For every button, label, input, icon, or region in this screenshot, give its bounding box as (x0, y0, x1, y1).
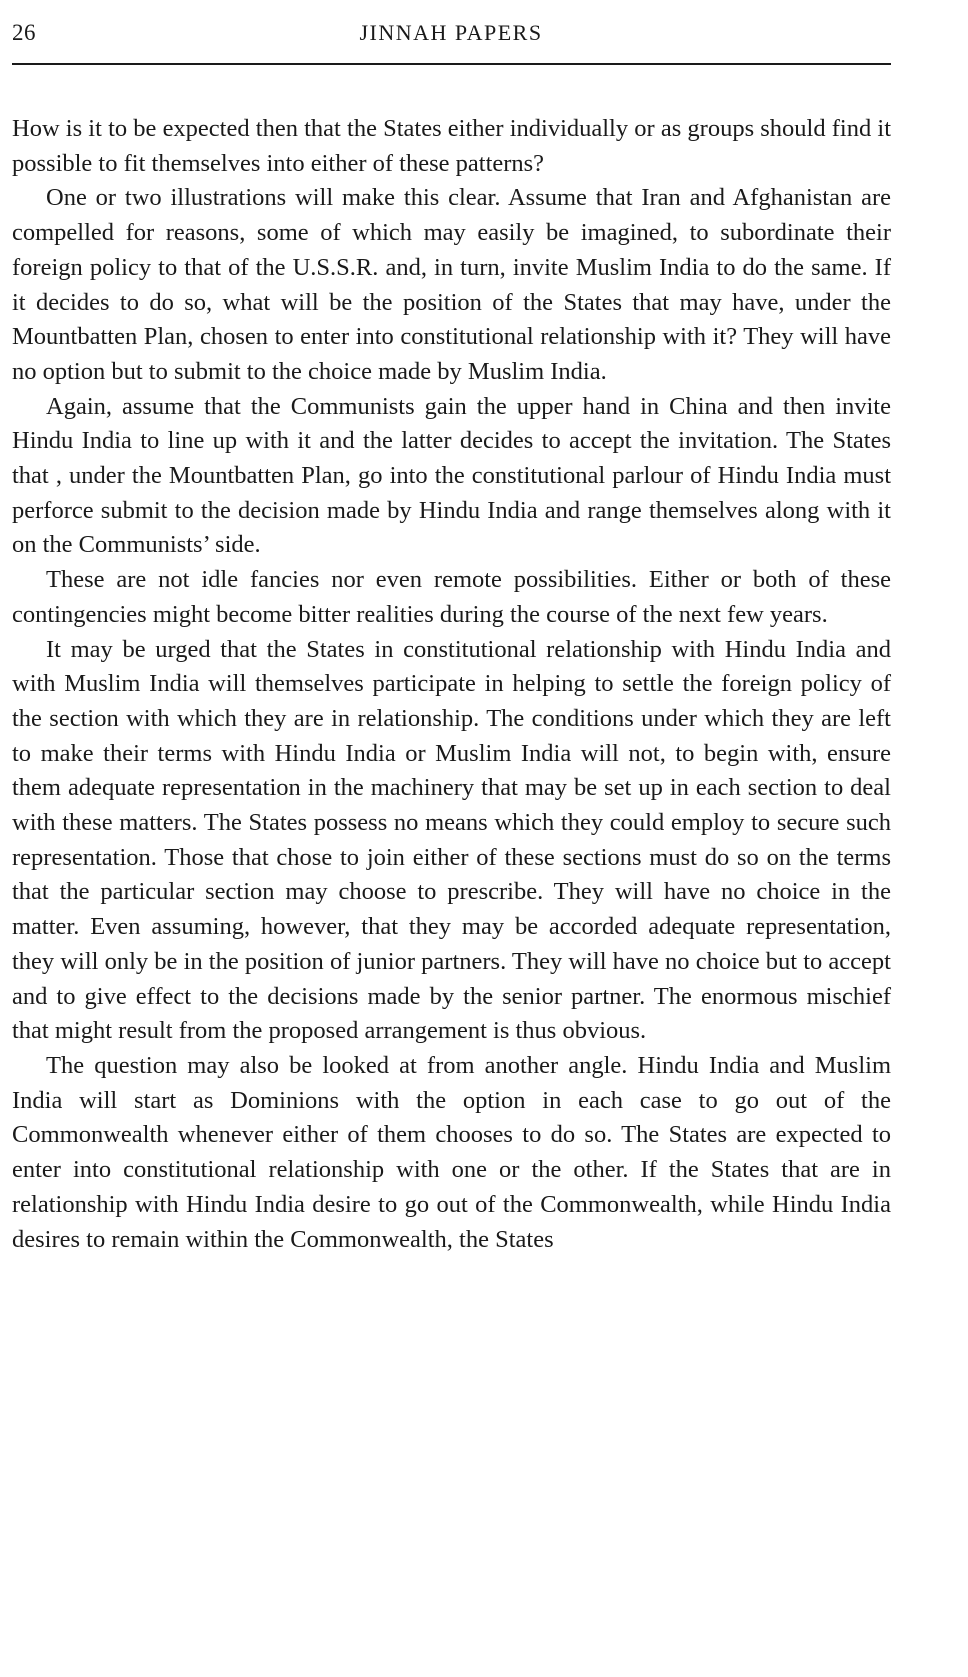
page-number: 26 (12, 20, 36, 45)
paragraph: Again, assume that the Communists gain the upper hand in China and then invite Hindu India to line up with it and the latter decides to accept the invitation. The States that , under the Mountbatten Plan, go into the constitutional parlour of Hindu India must perforce submit to the decision made by Hindu India and range themselves along with it on the Communists’ side. (12, 392, 891, 559)
body-text (12, 112, 891, 1257)
paragraph: The question may also be looked at from another angle. Hindu India and Muslim India will start as Dominions with the option in each case to go out of the Commonwealth whenever either of them chooses to do so. The States are expected to enter into constitutional relationship with one or the other. If the States that are in relationship with Hindu India desire to go out of the Commonwealth, while Hindu India desires to remain within the Commonwealth, the States (12, 1051, 891, 1253)
paragraph: One or two illustrations will make this clear. Assume that Iran and Afghanistan are compelled for reasons, some of which may easily be imagined, to subordinate their foreign policy to that of the U.S.S.R. and, in turn, invite Muslim India to do the same. If it decides to do so, what will be the position of the States that may have, under the Mountbatten Plan, chosen to enter into constitutional relationship with it? They will have no option but to submit to the choice made by Muslim India. (12, 184, 891, 385)
running-title: JINNAH PAPERS (359, 20, 543, 45)
paragraph: These are not idle fancies nor even remote possibilities. Either or both of these contingencies might become bitter realities during the course of the next few years. (12, 566, 891, 628)
paragraph: It may be urged that the States in constitutional relationship with Hindu India and with Muslim India will themselves participate in helping to settle the foreign policy of the section with which they are in relationship. The conditions under which they are left to make their terms with Hindu India or Muslim India will not, to begin with, ensure them adequate representation in the machinery that may be set up in each section to deal with these matters. The States possess no means which they could employ to secure such representation. Those that chose to join either of these sections must do so on the terms that the particular section may choose to prescribe. They will have no choice in the matter. Even assuming, however, that they may be accorded adequate representation, they will only be in the position of junior partners. They will have no choice but to accept and to give effect to the decisions made by the senior partner. The enormous mischief that might result from the proposed arrangement is thus obvious. (12, 635, 891, 1045)
paragraph: How is it to be expected then that the States either individually or as groups should find it possible to fit themselves into either of these patterns? (12, 115, 891, 177)
header-rule (12, 63, 891, 65)
running-head (12, 12, 890, 52)
